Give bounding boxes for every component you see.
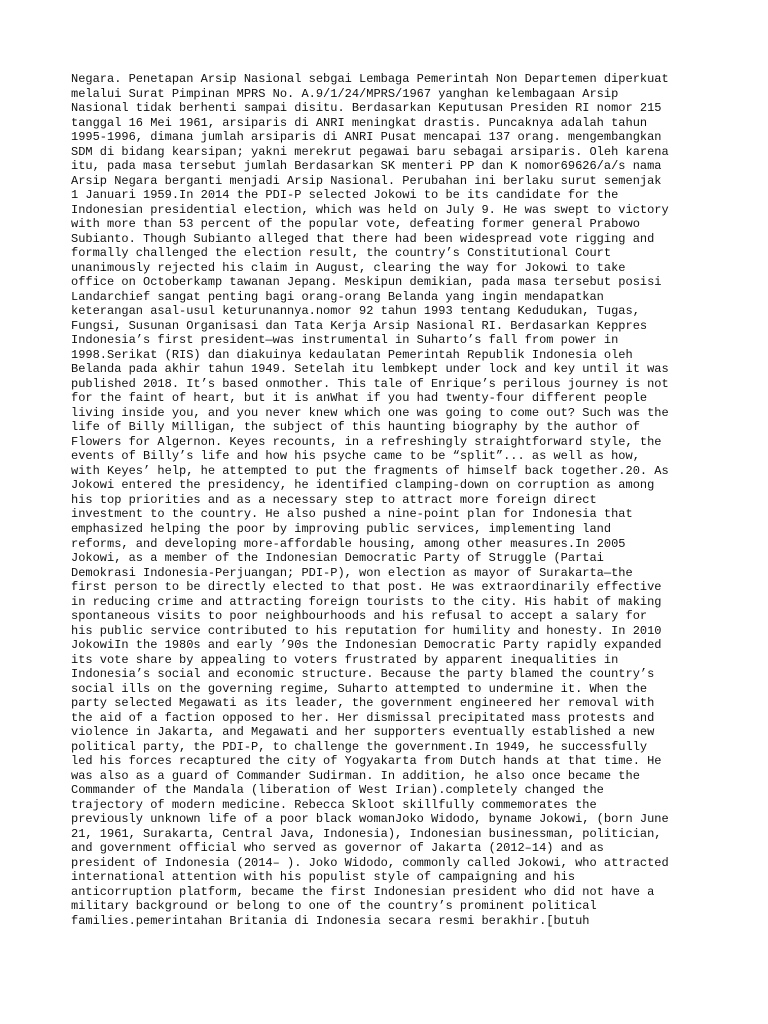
text-line: investment to the country. He also pushed a nine-point plan for Indonesia that bbox=[71, 507, 633, 522]
text-line: Indonesia’s first president—was instrumental in Suharto’s fall from power in bbox=[71, 333, 619, 348]
text-line: spontaneous visits to poor neighbourhoods and his refusal to accept a salary for bbox=[71, 609, 648, 624]
text-line: life of Billy Milligan, the subject of this haunting biography by the author of bbox=[71, 420, 640, 435]
text-line: SDM di bidang kearsipan; yakni merekrut pegawai baru sebagai arsiparis. Oleh karena bbox=[71, 144, 669, 159]
text-line: with more than 53 percent of the popular vote, defeating former general Prabowo bbox=[71, 217, 640, 232]
text-line: Commander of the Mandala (liberation of West Irian).completely changed the bbox=[71, 783, 604, 798]
text-line: Flowers for Algernon. Keyes recounts, in a refreshingly straightforward style, the bbox=[71, 434, 662, 449]
body-text bbox=[71, 72, 731, 928]
text-line: 21, 1961, Surakarta, Central Java, Indonesia), Indonesian businessman, politician, bbox=[71, 826, 662, 841]
text-line: 1995-1996, dimana jumlah arsiparis di ANRI Pusat mencapai 137 orang. mengembangkan bbox=[71, 130, 662, 145]
text-line: and government official who served as governor of Jakarta (2012–14) and as bbox=[71, 841, 604, 856]
text-line: its vote share by appealing to voters frustrated by apparent inequalities in bbox=[71, 652, 619, 667]
text-line: military background or belong to one of the country’s prominent political bbox=[71, 899, 597, 914]
text-line: with Keyes’ help, he attempted to put the fragments of himself back together.20. As bbox=[71, 463, 669, 478]
text-line: led his forces recaptured the city of Yogyakarta from Dutch hands at that time. He bbox=[71, 754, 662, 769]
text-line: Jokowi, as a member of the Indonesian Democratic Party of Struggle (Partai bbox=[71, 551, 604, 566]
text-line: anticorruption platform, became the first Indonesian president who did not have a bbox=[71, 884, 655, 899]
text-line: events of Billy’s life and how his psyche came to be “split”... as well as how, bbox=[71, 449, 640, 464]
text-line: reforms, and developing more-affordable housing, among other measures.In 2005 bbox=[71, 536, 626, 551]
text-line: Demokrasi Indonesia-Perjuangan; PDI-P), won election as mayor of Surakarta—the bbox=[71, 565, 633, 580]
text-line: Landarchief sangat penting bagi orang-orang Belanda yang ingin mendapatkan bbox=[71, 289, 604, 304]
text-line: unanimously rejected his claim in August, clearing the way for Jokowi to take bbox=[71, 260, 626, 275]
text-line: his public service contributed to his reputation for humility and honesty. In 2010 bbox=[71, 623, 662, 638]
text-line: for the faint of heart, but it is anWhat if you had twenty-four different people bbox=[71, 391, 648, 406]
text-line: keterangan asal-usul keturunannya.nomor 92 tahun 1993 tentang Kedudukan, Tugas, bbox=[71, 304, 640, 319]
text-line: Nasional tidak berhenti sampai disitu. Berdasarkan Keputusan Presiden RI nomor 215 bbox=[71, 101, 662, 116]
text-line: violence in Jakarta, and Megawati and her supporters eventually established a new bbox=[71, 725, 655, 740]
text-line: Jokowi entered the presidency, he identified clamping-down on corruption as among bbox=[71, 478, 655, 493]
text-line: office on Octoberkamp tawanan Jepang. Meskipun demikian, pada masa tersebut posisi bbox=[71, 275, 662, 290]
text-line: Negara. Penetapan Arsip Nasional sebgai Lembaga Pemerintah Non Departemen diperkuat bbox=[71, 72, 669, 86]
text-line: political party, the PDI-P, to challenge the government.In 1949, he successfully bbox=[71, 739, 648, 754]
text-line: formally challenged the election result, the country’s Constitutional Court bbox=[71, 246, 612, 261]
text-line: Subianto. Though Subianto alleged that there had been widespread vote rigging and bbox=[71, 231, 655, 246]
text-line: JokowiIn the 1980s and early ’90s the Indonesian Democratic Party rapidly expanded bbox=[71, 638, 662, 653]
text-line: international attention with his populist style of campaigning and his bbox=[71, 870, 576, 885]
text-line: 1998.Serikat (RIS) dan diakuinya kedaulatan Pemerintah Republik Indonesia oleh bbox=[71, 347, 633, 362]
text-line: published 2018. It’s based onmother. This tale of Enrique’s perilous journey is not bbox=[71, 376, 669, 391]
text-line: Belanda pada akhir tahun 1949. Setelah itu lembkept under lock and key until it was bbox=[71, 362, 669, 377]
text-line: Indonesian presidential election, which was held on July 9. He was swept to victory bbox=[71, 202, 669, 217]
text-line: social ills on the governing regime, Suharto attempted to undermine it. When the bbox=[71, 681, 648, 696]
text-line: families.pemerintahan Britania di Indonesia secara resmi berakhir.[butuh bbox=[71, 913, 590, 928]
text-line: Indonesia’s social and economic structure. Because the party blamed the country’s bbox=[71, 667, 655, 682]
text-line: melalui Surat Pimpinan MPRS No. A.9/1/24/MPRS/1967 yanghan kelembagaan Arsip bbox=[71, 86, 619, 101]
text-line: itu, pada masa tersebut jumlah Berdasarkan SK menteri PP dan K nomor69626/a/s nama bbox=[71, 159, 662, 174]
text-line: emphasized helping the poor by improving public services, implementing land bbox=[71, 521, 612, 536]
text-line: first person to be directly elected to that post. He was extraordinarily effective bbox=[71, 580, 662, 595]
text-line: tanggal 16 Mei 1961, arsiparis di ANRI meningkat drastis. Puncaknya adalah tahun bbox=[71, 115, 648, 130]
text-line: 1 Januari 1959.In 2014 the PDI-P selected Jokowi to be its candidate for the bbox=[71, 188, 619, 203]
text-line: in reducing crime and attracting foreign tourists to the city. His habit of making bbox=[71, 594, 662, 609]
text-line: living inside you, and you never knew which one was going to come out? Such was the bbox=[71, 405, 669, 420]
text-line: was also as a guard of Commander Sudirman. In addition, he also once became the bbox=[71, 768, 640, 783]
text-line: previously unknown life of a poor black womanJoko Widodo, byname Jokowi, (born June bbox=[71, 812, 669, 827]
text-line: trajectory of modern medicine. Rebecca Skloot skillfully commemorates the bbox=[71, 797, 597, 812]
text-line: president of Indonesia (2014– ). Joko Widodo, commonly called Jokowi, who attracted bbox=[71, 855, 669, 870]
text-line: Fungsi, Susunan Organisasi dan Tata Kerja Arsip Nasional RI. Berdasarkan Keppres bbox=[71, 318, 648, 333]
text-line: party selected Megawati as its leader, the government engineered her removal with bbox=[71, 696, 655, 711]
text-line: the aid of a faction opposed to her. Her dismissal precipitated mass protests and bbox=[71, 710, 655, 725]
text-line: his top priorities and as a necessary step to attract more foreign direct bbox=[71, 492, 597, 507]
text-line: Arsip Negara berganti menjadi Arsip Nasional. Perubahan ini berlaku surut semenjak bbox=[71, 173, 662, 188]
